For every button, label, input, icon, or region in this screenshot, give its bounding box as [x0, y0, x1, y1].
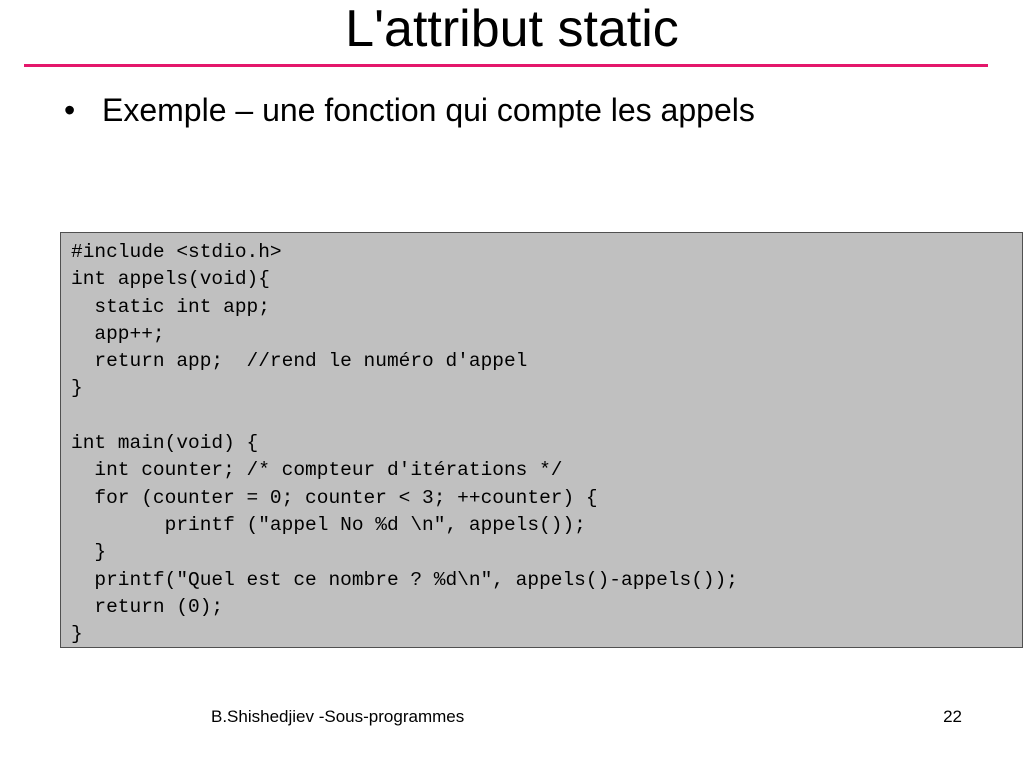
code-block: [60, 232, 1023, 648]
footer-author: B.Shishedjiev -Sous-programmes: [211, 707, 465, 726]
code-line: for (counter = 0; counter < 3; ++counter) {: [71, 486, 598, 509]
bullet-marker: •: [64, 92, 76, 128]
code-line: int counter; /* compteur d'itérations */: [71, 459, 563, 482]
code-line: }: [71, 541, 107, 564]
code-line: printf("Quel est ce nombre ? %d\n", appels()-appels());: [71, 568, 739, 591]
code-line: static int app;: [71, 295, 270, 318]
slide-title: L'attribut static: [345, 0, 679, 58]
code-line: }: [71, 623, 83, 646]
code-line: #include <stdio.h>: [71, 241, 282, 263]
code-line: app++;: [71, 322, 165, 345]
code-line: return (0);: [71, 595, 224, 618]
code-line: int main(void) {: [71, 432, 259, 455]
page-number: 22: [943, 707, 962, 726]
code-line: }: [71, 377, 83, 400]
bullet-item: [64, 86, 755, 134]
code-lines: [71, 239, 738, 648]
code-line: printf ("appel No %d \n", appels());: [71, 513, 586, 536]
title-divider: [24, 64, 988, 67]
code-line: return app; //rend le numéro d'appel: [71, 350, 528, 373]
code-line: int appels(void){: [71, 268, 270, 291]
code-line-blank: [71, 403, 738, 430]
bullet-text: Exemple – une fonction qui compte les appels: [102, 92, 755, 128]
